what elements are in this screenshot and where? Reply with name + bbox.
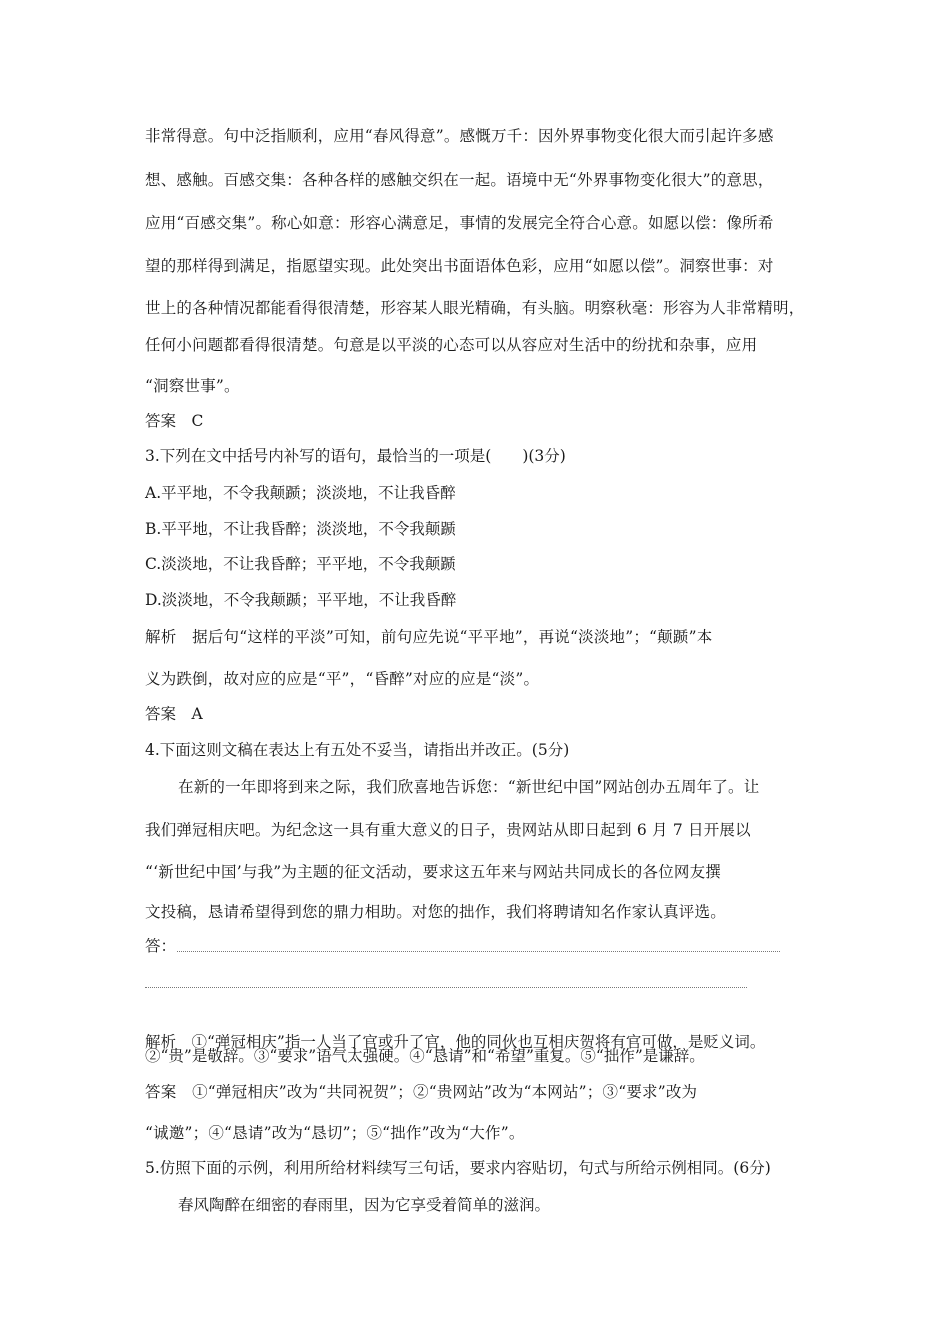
explanation-q3: 解析 据后句“这样的平淡”可知，前句应先说“平平地”，再说“淡淡地”；“颠踬”本 bbox=[145, 628, 713, 646]
explanation-line: 望的那样得到满足，指愿望实现。此处突出书面语体色彩，应用“如愿以偿”。洞察世事：对 bbox=[145, 257, 774, 275]
explanation-q3: 义为跌倒，故对应的应是“平”，“昏醉”对应的应是“淡”。 bbox=[145, 670, 540, 688]
question-4-stem: 4.下面这则文稿在表达上有五处不妥当，请指出并改正。(5分) bbox=[145, 741, 570, 759]
answer-q2: 答案 C bbox=[145, 412, 204, 430]
explanation-q4-line2: ②“贵”是敬辞。③“要求”语气太强硬。④“恳请”和“希望”重复。⑤“拙作”是谦辞。 bbox=[145, 1047, 705, 1065]
passage-line: 在新的一年即将到来之际，我们欣喜地告诉您：“新世纪中国”网站创办五周年了。让 bbox=[178, 778, 760, 796]
passage-line: 我们弹冠相庆吧。为纪念这一具有重大意义的日子，贵网站从即日起到 6 月 7 日开展以 bbox=[145, 821, 751, 839]
passage-line: “‘新世纪中国’与我”为主题的征文活动，要求这五年来与网站共同成长的各位网友撰 bbox=[145, 863, 722, 881]
explanation-line: “洞察世事”。 bbox=[145, 377, 240, 395]
explanation-line: 非常得意。句中泛指顺利，应用“春风得意”。感慨万千：因外界事物变化很大而引起许多感 bbox=[145, 127, 774, 145]
explanation-line: 任何小问题都看得很清楚。句意是以平淡的心态可以从容应对生活中的纷扰和杂事，应用 bbox=[145, 336, 758, 354]
answer-q4: 答案 ①“弹冠相庆”改为“共同祝贺”；②“贵网站”改为“本网站”；③“要求”改为 bbox=[145, 1083, 698, 1101]
answer-label: 答： bbox=[145, 937, 177, 955]
explanation-line: 世上的各种情况都能看得很清楚，形容某人眼光精确，有头脑。明察秋毫：形容为人非常精明， bbox=[145, 299, 805, 317]
explanation-q4: 解析 ①“弹冠相庆”指一人当了官或升了官，他的同伙也互相庆贺将有官可做，是贬义词。 bbox=[145, 1033, 766, 1051]
answer-blank-line[interactable] bbox=[177, 951, 780, 952]
answer-q3: 答案 A bbox=[145, 705, 203, 723]
answer-q4: “诚邀”；④“恳请”改为“恳切”；⑤“拙作”改为“大作”。 bbox=[145, 1124, 525, 1142]
option-b: B.平平地，不让我昏醉；淡淡地，不令我颠踬 bbox=[145, 520, 456, 538]
explanation-line: 应用“百感交集”。称心如意：形容心满意足，事情的发展完全符合心意。如愿以偿：像所希 bbox=[145, 214, 774, 232]
question-3-stem: 3.下列在文中括号内补写的语句，最恰当的一项是( )(3分) bbox=[145, 447, 566, 465]
question-5-stem: 5.仿照下面的示例，利用所给材料续写三句话，要求内容贴切，句式与所给示例相同。(6分) bbox=[145, 1159, 771, 1177]
explanation-line: 想、感触。百感交集：各种各样的感触交织在一起。语境中无“外界事物变化很大”的意思， bbox=[145, 171, 774, 189]
option-d: D.淡淡地，不令我颠踬；平平地，不让我昏醉 bbox=[145, 591, 457, 609]
example-sentence: 春风陶醉在细密的春雨里，因为它享受着简单的滋润。 bbox=[178, 1196, 551, 1214]
passage-line: 文投稿，恳请希望得到您的鼎力相助。对您的拙作，我们将聘请知名作家认真评选。 bbox=[145, 903, 726, 921]
option-a: A.平平地，不令我颠踬；淡淡地，不让我昏醉 bbox=[145, 484, 456, 502]
answer-blank-line[interactable] bbox=[145, 987, 747, 988]
option-c: C.淡淡地，不让我昏醉；平平地，不令我颠踬 bbox=[145, 555, 456, 573]
